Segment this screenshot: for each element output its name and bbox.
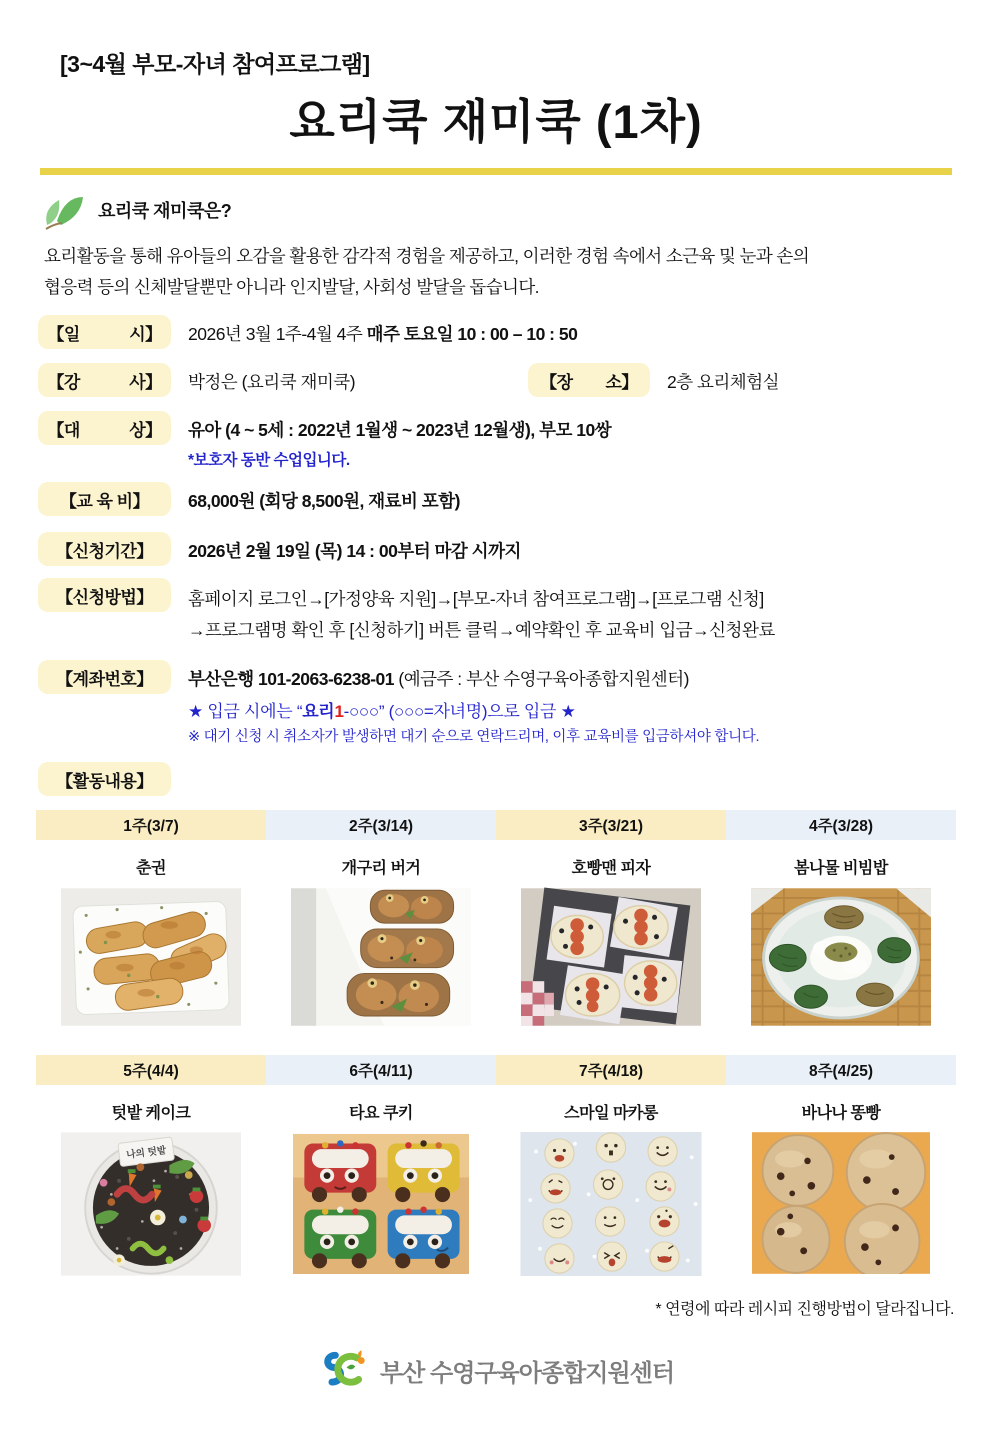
program-category-title: [3~4월 부모-자녀 참여프로그램] <box>60 51 370 77</box>
organization-name: 부산 수영구육아종합지원센터 <box>379 1359 675 1387</box>
yellow-divider <box>40 168 952 175</box>
footer-logo <box>0 1345 992 1395</box>
tayo-cookies-image <box>293 1132 469 1276</box>
value-instructor: 박정은 (요리쿡 재미쿡) <box>188 372 356 392</box>
info-row-fee <box>38 482 992 516</box>
datetime-schedule: 매주 토요일 10 : 00 – 10 : 50 <box>366 324 578 344</box>
food-name-8: 바나나 똥빵 <box>801 1105 881 1122</box>
activity-grid-row2 <box>36 1055 956 1282</box>
info-row-instructor-place <box>38 363 992 397</box>
intro-heading-row <box>40 189 992 231</box>
photo-banana-bread <box>726 1132 956 1282</box>
datetime-range: 2026년 3월 1주-4월 4주 <box>188 324 367 344</box>
food-name-4: 봄나물 비빔밥 <box>794 860 888 877</box>
sprout-icon <box>40 189 86 231</box>
garden-cake-image <box>61 1132 241 1276</box>
photo-frog-burger <box>266 887 496 1037</box>
photo-spring-rolls <box>36 887 266 1037</box>
flyer-page <box>0 46 992 1449</box>
value-fee: 68,000원 (회당 8,500원, 재료비 포함) <box>188 491 460 511</box>
intro-heading: 요리쿡 재미쿡은? <box>98 201 232 221</box>
deposit-session-number: 1 <box>334 702 344 721</box>
info-row-period <box>38 532 992 566</box>
label-fee: 【교 육 비】 <box>38 482 171 516</box>
photo-anpanman-pizza <box>496 887 726 1037</box>
anpanman-pizza-image <box>521 887 701 1027</box>
label-activities: 【활동내용】 <box>38 762 171 796</box>
week-header-6: 6주(4/11) <box>266 1055 496 1085</box>
week-header-7: 7주(4/18) <box>496 1055 726 1085</box>
week-header-5: 5주(4/4) <box>36 1055 266 1085</box>
frog-burger-image <box>291 887 471 1027</box>
waitlist-note: ※ 대기 신청 시 취소자가 발생하면 대기 순으로 연락드리며, 이후 교육비를 입금하셔야 합니다. <box>188 729 760 745</box>
food-name-6: 타요 쿠키 <box>349 1105 413 1122</box>
week-header-3: 3주(3/21) <box>496 810 726 840</box>
deposit-keyword: 요리 <box>302 702 335 721</box>
food-name-1: 춘권 <box>136 860 166 877</box>
week-header-2: 2주(3/14) <box>266 810 496 840</box>
deposit-instruction <box>188 697 759 722</box>
method-line2: →프로그램명 확인 후 [신청하기] 버튼 클릭→예약확인 후 교육비 입금→신청완료 <box>188 620 775 640</box>
food-name-2: 개구리 버거 <box>341 860 421 877</box>
account-line <box>188 666 759 691</box>
photo-smile-macarons <box>496 1132 726 1282</box>
label-place: 【장 소】 <box>528 363 650 397</box>
intro-paragraph-line1: 요리활동을 통해 유아들의 오감을 활용한 감각적 경험을 제공하고, 이러한 경험 속에서 소근육 및 눈과 손의 <box>44 246 810 266</box>
info-rows <box>0 315 992 796</box>
recipe-footnote: * 연령에 따라 레시피 진행방법이 달라집니다. <box>655 1301 954 1318</box>
center-logo-icon <box>318 1345 370 1395</box>
label-method: 【신청방법】 <box>38 578 171 612</box>
page-title: 요리쿡 재미쿡 (1차) <box>289 95 703 148</box>
target-main: 유아 (4 ~ 5세 : 2022년 1월생 ~ 2023년 12월생), 부모 10쌍 <box>188 420 612 440</box>
label-account: 【계좌번호】 <box>38 660 171 694</box>
week-header-8: 8주(4/25) <box>726 1055 956 1085</box>
photo-tayo-cookies <box>266 1132 496 1282</box>
food-name-5: 텃밭 케이크 <box>111 1105 191 1122</box>
banana-bread-image <box>752 1132 930 1274</box>
deposit-suffix: ★ <box>560 702 576 721</box>
week-header-4: 4주(3/28) <box>726 810 956 840</box>
info-row-account <box>38 660 992 746</box>
bibimbap-image <box>751 887 931 1027</box>
label-period: 【신청기간】 <box>38 532 171 566</box>
photo-bibimbap <box>726 887 956 1037</box>
label-datetime: 【일 시】 <box>38 315 171 349</box>
week-header-1: 1주(3/7) <box>36 810 266 840</box>
photo-garden-cake <box>36 1132 266 1282</box>
food-name-3: 호빵맨 피자 <box>571 860 651 877</box>
deposit-format: -○○○” (○○○=자녀명)으로 입금 <box>343 702 561 721</box>
info-row-method <box>38 578 992 646</box>
deposit-prefix: ★ 입금 시에는 “ <box>188 702 303 721</box>
info-row-target <box>38 411 992 470</box>
spring-rolls-image <box>61 887 241 1027</box>
info-row-datetime <box>38 315 992 349</box>
value-method <box>188 578 775 646</box>
value-datetime <box>188 315 577 346</box>
intro-paragraph-line2: 협응력 등의 신체발달뿐만 아니라 인지발달, 사회성 발달을 돕습니다. <box>44 277 539 297</box>
account-number: 부산은행 101-2063-6238-01 <box>188 669 394 689</box>
value-place: 2층 요리체험실 <box>667 372 780 392</box>
smile-macarons-image <box>520 1132 702 1276</box>
value-account <box>188 660 759 746</box>
target-note: *보호자 동반 수업입니다. <box>188 452 350 469</box>
activity-grid-row1 <box>36 810 956 1037</box>
food-name-7: 스마일 마카롱 <box>564 1105 658 1122</box>
account-holder: (예금주 : 부산 수영구육아종합지원센터) <box>394 669 689 689</box>
value-target <box>188 411 611 470</box>
value-period: 2026년 2월 19일 (목) 14 : 00부터 마감 시까지 <box>188 541 521 561</box>
method-line1: 홈페이지 로그인→[가정양육 지원]→[부모-자녀 참여프로그램]→[프로그램 신청] <box>188 589 764 609</box>
label-instructor: 【강 사】 <box>38 363 171 397</box>
info-row-activities <box>38 762 992 796</box>
cake-sign-label: 나의 텃밭 <box>125 1145 167 1161</box>
label-target: 【대 상】 <box>38 411 171 445</box>
intro-paragraph <box>44 241 950 303</box>
